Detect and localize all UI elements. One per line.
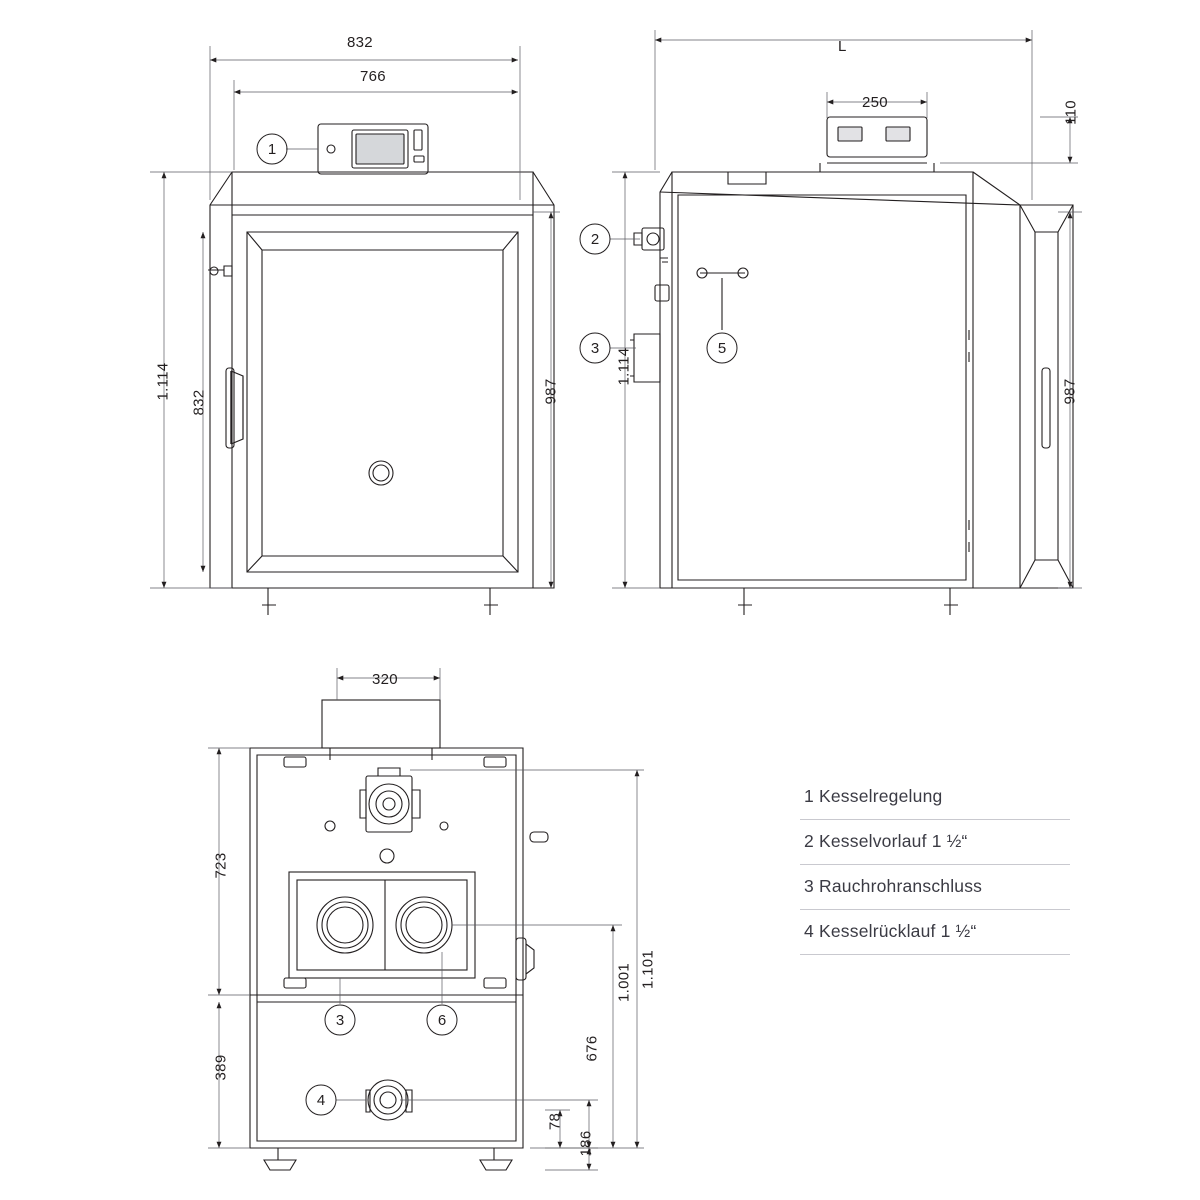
side-view — [630, 117, 1073, 615]
dim-side-overall-length: L — [838, 38, 847, 55]
balloon-6: 6 — [437, 1012, 447, 1029]
front-view — [208, 124, 554, 615]
legend-item-2: 2 Kesselvorlauf 1 ½“ — [800, 820, 1070, 865]
dim-side-control-height: 110 — [1062, 100, 1080, 125]
side-view-dimension-lines — [580, 30, 1082, 588]
dim-top-676: 676 — [583, 1035, 601, 1062]
dim-front-body-height: 987 — [542, 378, 560, 405]
top-view — [250, 700, 548, 1170]
balloon-2: 2 — [590, 231, 600, 248]
top-view-dimension-lines — [208, 668, 644, 1170]
dim-top-upper-height: 723 — [212, 852, 230, 879]
legend — [800, 775, 1070, 955]
dim-side-overall-height: 1.114 — [615, 347, 633, 386]
balloon-4: 4 — [316, 1092, 326, 1109]
legend-item-4: 4 Kesselrücklauf 1 ½“ — [800, 910, 1070, 955]
dim-top-lower-height: 389 — [212, 1054, 230, 1081]
dim-side-control-width: 250 — [862, 94, 888, 111]
balloon-1: 1 — [267, 141, 277, 158]
front-view-dimension-lines — [150, 46, 560, 588]
dim-top-186: 186 — [577, 1130, 595, 1157]
legend-item-3: 3 Rauchrohranschluss — [800, 865, 1070, 910]
legend-item-1: 1 Kesselregelung — [800, 775, 1070, 820]
dim-top-flue-width: 320 — [372, 671, 398, 688]
dim-front-overall-height: 1.114 — [154, 362, 172, 401]
balloon-3-top: 3 — [335, 1012, 345, 1029]
dim-side-body-height: 987 — [1061, 378, 1079, 405]
dim-top-1001: 1.001 — [615, 962, 633, 1003]
dim-top-1101: 1.101 — [639, 949, 657, 990]
dim-front-door-height: 832 — [190, 389, 208, 416]
balloon-5: 5 — [717, 340, 727, 357]
balloon-3-side: 3 — [590, 340, 600, 357]
dim-front-inner-width: 766 — [360, 68, 386, 85]
dim-front-overall-width: 832 — [347, 34, 373, 51]
dim-top-78: 78 — [546, 1112, 564, 1131]
